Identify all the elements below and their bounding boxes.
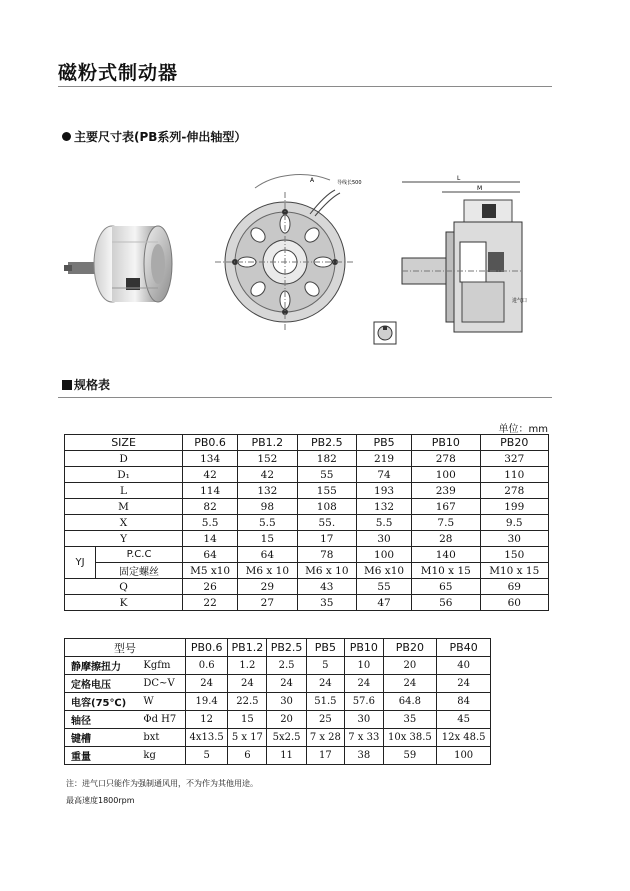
table-cell: 14 <box>183 531 238 547</box>
header-cell: SIZE <box>65 435 183 451</box>
table-cell: 132 <box>357 499 412 515</box>
table-cell: 24 <box>437 675 491 693</box>
row-label: 电容(75℃) <box>65 693 142 711</box>
table-row <box>65 595 549 611</box>
label-cable: 导线长500 <box>337 180 362 186</box>
table-cell: 12x 48.5 <box>437 729 491 747</box>
table-cell: 64.8 <box>383 693 437 711</box>
table-cell: M5 x10 <box>183 563 238 579</box>
row-unit: bxt <box>141 729 185 747</box>
row-label: 重量 <box>65 747 142 765</box>
table-cell: 2.5 <box>267 657 306 675</box>
header-cell: PB0.6 <box>186 639 228 657</box>
table-cell: 28 <box>412 531 480 547</box>
table-cell: 29 <box>238 579 297 595</box>
table-cell: 24 <box>306 675 344 693</box>
table-cell: 56 <box>412 595 480 611</box>
table-cell: 12 <box>186 711 228 729</box>
table-cell: 59 <box>383 747 437 765</box>
table-cell: 15 <box>238 531 297 547</box>
table-cell: 11 <box>267 747 306 765</box>
row-unit: W <box>141 693 185 711</box>
row-label: X <box>65 515 183 531</box>
table-cell: 17 <box>306 747 344 765</box>
table-cell: 134 <box>183 451 238 467</box>
section-dimensions-label: 主要尺寸表(PB系列-伸出轴型） <box>74 130 247 144</box>
table-cell: 57.6 <box>345 693 383 711</box>
table-row <box>65 499 549 515</box>
table-cell: 30 <box>357 531 412 547</box>
table-cell: 140 <box>412 547 480 563</box>
table-cell: 22.5 <box>228 693 267 711</box>
row-unit: Kgfm <box>141 657 185 675</box>
table-cell: 167 <box>412 499 480 515</box>
table-cell: 152 <box>238 451 297 467</box>
section-specs-heading <box>62 376 110 393</box>
table-cell: 7 x 28 <box>306 729 344 747</box>
row-group-label: YJ <box>65 547 96 579</box>
table-cell: 5 <box>186 747 228 765</box>
label-m: M <box>477 185 483 192</box>
table-cell: 78 <box>297 547 356 563</box>
header-cell: PB2.5 <box>297 435 356 451</box>
table-cell: 132 <box>238 483 297 499</box>
table-cell: 74 <box>357 467 412 483</box>
table-cell: 24 <box>186 675 228 693</box>
table-cell: 60 <box>480 595 549 611</box>
table-row <box>65 693 491 711</box>
footnote: 注：进气口只能作为强制通风用，不为作为其他用途。 <box>66 779 258 788</box>
table-cell: 20 <box>267 711 306 729</box>
table-row <box>65 547 549 563</box>
header-cell: PB20 <box>383 639 437 657</box>
table-cell: 5x2.5 <box>267 729 306 747</box>
table-cell: 98 <box>238 499 297 515</box>
max-speed-note: 最高速度1800rpm <box>66 796 135 805</box>
table-row <box>65 563 549 579</box>
table-cell: M6 x 10 <box>297 563 356 579</box>
row-unit: DC~V <box>141 675 185 693</box>
table-cell: 150 <box>480 547 549 563</box>
header-cell: PB1.2 <box>228 639 267 657</box>
table-header-row <box>65 639 491 657</box>
table-cell: 65 <box>412 579 480 595</box>
table-row <box>65 729 491 747</box>
section-dimensions-heading <box>62 128 246 145</box>
table-cell: 24 <box>383 675 437 693</box>
performance-table <box>64 638 491 765</box>
table-cell: M6 x10 <box>357 563 412 579</box>
row-label: 键槽 <box>65 729 142 747</box>
table-cell: 5 x 17 <box>228 729 267 747</box>
row-label: M <box>65 499 183 515</box>
table-cell: 30 <box>267 693 306 711</box>
row-label: 静摩擦扭力 <box>65 657 142 675</box>
table-cell: 30 <box>345 711 383 729</box>
table-cell: 5.5 <box>183 515 238 531</box>
bullet-icon <box>62 132 71 141</box>
table-row <box>65 451 549 467</box>
table-cell: 35 <box>297 595 356 611</box>
label-air: 进气口 <box>512 298 528 304</box>
side-view-drawing <box>372 172 532 362</box>
table-row <box>65 515 549 531</box>
table-cell: 182 <box>297 451 356 467</box>
table-cell: 7 x 33 <box>345 729 383 747</box>
row-label: P.C.C <box>96 547 183 563</box>
table-cell: 278 <box>480 483 549 499</box>
table-cell: 17 <box>297 531 356 547</box>
unit-label: 单位：mm <box>498 424 548 435</box>
table-cell: 30 <box>480 531 549 547</box>
table-row <box>65 579 549 595</box>
table-header-row <box>65 435 549 451</box>
table-cell: 64 <box>238 547 297 563</box>
title-divider <box>58 86 552 87</box>
table-row <box>65 531 549 547</box>
table-cell: 47 <box>357 595 412 611</box>
table-cell: 24 <box>345 675 383 693</box>
table-cell: 84 <box>437 693 491 711</box>
table-cell: 4x13.5 <box>186 729 228 747</box>
table-cell: 199 <box>480 499 549 515</box>
table-cell: 10 <box>345 657 383 675</box>
table-cell: 0.6 <box>186 657 228 675</box>
table-cell: 1.2 <box>228 657 267 675</box>
row-label: D₁ <box>65 467 183 483</box>
table-row <box>65 467 549 483</box>
table-cell: 20 <box>383 657 437 675</box>
table-cell: 278 <box>412 451 480 467</box>
row-label: L <box>65 483 183 499</box>
header-cell: PB5 <box>357 435 412 451</box>
row-label: 固定螺丝 <box>96 563 183 579</box>
table-cell: 24 <box>228 675 267 693</box>
header-cell: PB10 <box>345 639 383 657</box>
table-cell: 7.5 <box>412 515 480 531</box>
table-cell: 5 <box>306 657 344 675</box>
table-cell: 6 <box>228 747 267 765</box>
table-cell: 239 <box>412 483 480 499</box>
header-cell: PB2.5 <box>267 639 306 657</box>
front-view-drawing <box>215 170 375 330</box>
table-cell: 35 <box>383 711 437 729</box>
table-row <box>65 657 491 675</box>
table-cell: 100 <box>437 747 491 765</box>
table-cell: 108 <box>297 499 356 515</box>
table-cell: M10 x 15 <box>412 563 480 579</box>
table-cell: 51.5 <box>306 693 344 711</box>
table-cell: 25 <box>306 711 344 729</box>
product-photo <box>62 208 174 308</box>
table-cell: 19.4 <box>186 693 228 711</box>
table-cell: 64 <box>183 547 238 563</box>
row-unit: Φd H7 <box>141 711 185 729</box>
table-cell: 219 <box>357 451 412 467</box>
section-specs-label: 规格表 <box>74 378 111 392</box>
header-cell: PB10 <box>412 435 480 451</box>
header-cell: PB5 <box>306 639 344 657</box>
table-cell: 55. <box>297 515 356 531</box>
page-title: 磁粉式制动器 <box>58 62 179 84</box>
label-l: L <box>457 175 461 182</box>
table-cell: 100 <box>357 547 412 563</box>
table-cell: 55 <box>357 579 412 595</box>
row-label: 定格电压 <box>65 675 142 693</box>
table-cell: 26 <box>183 579 238 595</box>
table-cell: 82 <box>183 499 238 515</box>
table-cell: 327 <box>480 451 549 467</box>
row-label: 轴径 <box>65 711 142 729</box>
table-cell: 43 <box>297 579 356 595</box>
table-cell: 10x 38.5 <box>383 729 437 747</box>
table-cell: 114 <box>183 483 238 499</box>
row-label: Q <box>65 579 183 595</box>
table-cell: 15 <box>228 711 267 729</box>
square-bullet-icon <box>62 380 72 390</box>
table-cell: 40 <box>437 657 491 675</box>
row-label: K <box>65 595 183 611</box>
table-cell: 5.5 <box>357 515 412 531</box>
table-cell: 55 <box>297 467 356 483</box>
header-cell: PB40 <box>437 639 491 657</box>
dimension-table <box>64 434 549 611</box>
table-cell: 155 <box>297 483 356 499</box>
table-cell: 5.5 <box>238 515 297 531</box>
row-label: Y <box>65 531 183 547</box>
table-row <box>65 483 549 499</box>
header-cell: 型号 <box>65 639 186 657</box>
label-a: A <box>310 177 315 184</box>
table-cell: 42 <box>238 467 297 483</box>
table-cell: 24 <box>267 675 306 693</box>
header-cell: PB1.2 <box>238 435 297 451</box>
table-cell: 22 <box>183 595 238 611</box>
table-cell: 38 <box>345 747 383 765</box>
table-row <box>65 711 491 729</box>
row-label: D <box>65 451 183 467</box>
table-cell: 69 <box>480 579 549 595</box>
table-row <box>65 747 491 765</box>
header-cell: PB0.6 <box>183 435 238 451</box>
table-cell: 9.5 <box>480 515 549 531</box>
row-unit: kg <box>141 747 185 765</box>
table-row <box>65 675 491 693</box>
specs-divider <box>58 397 552 398</box>
table-cell: 110 <box>480 467 549 483</box>
table-cell: 100 <box>412 467 480 483</box>
table-cell: 193 <box>357 483 412 499</box>
table-cell: 45 <box>437 711 491 729</box>
table-cell: 27 <box>238 595 297 611</box>
table-cell: M10 x 15 <box>480 563 549 579</box>
table-cell: M6 x 10 <box>238 563 297 579</box>
header-cell: PB20 <box>480 435 549 451</box>
table-cell: 42 <box>183 467 238 483</box>
